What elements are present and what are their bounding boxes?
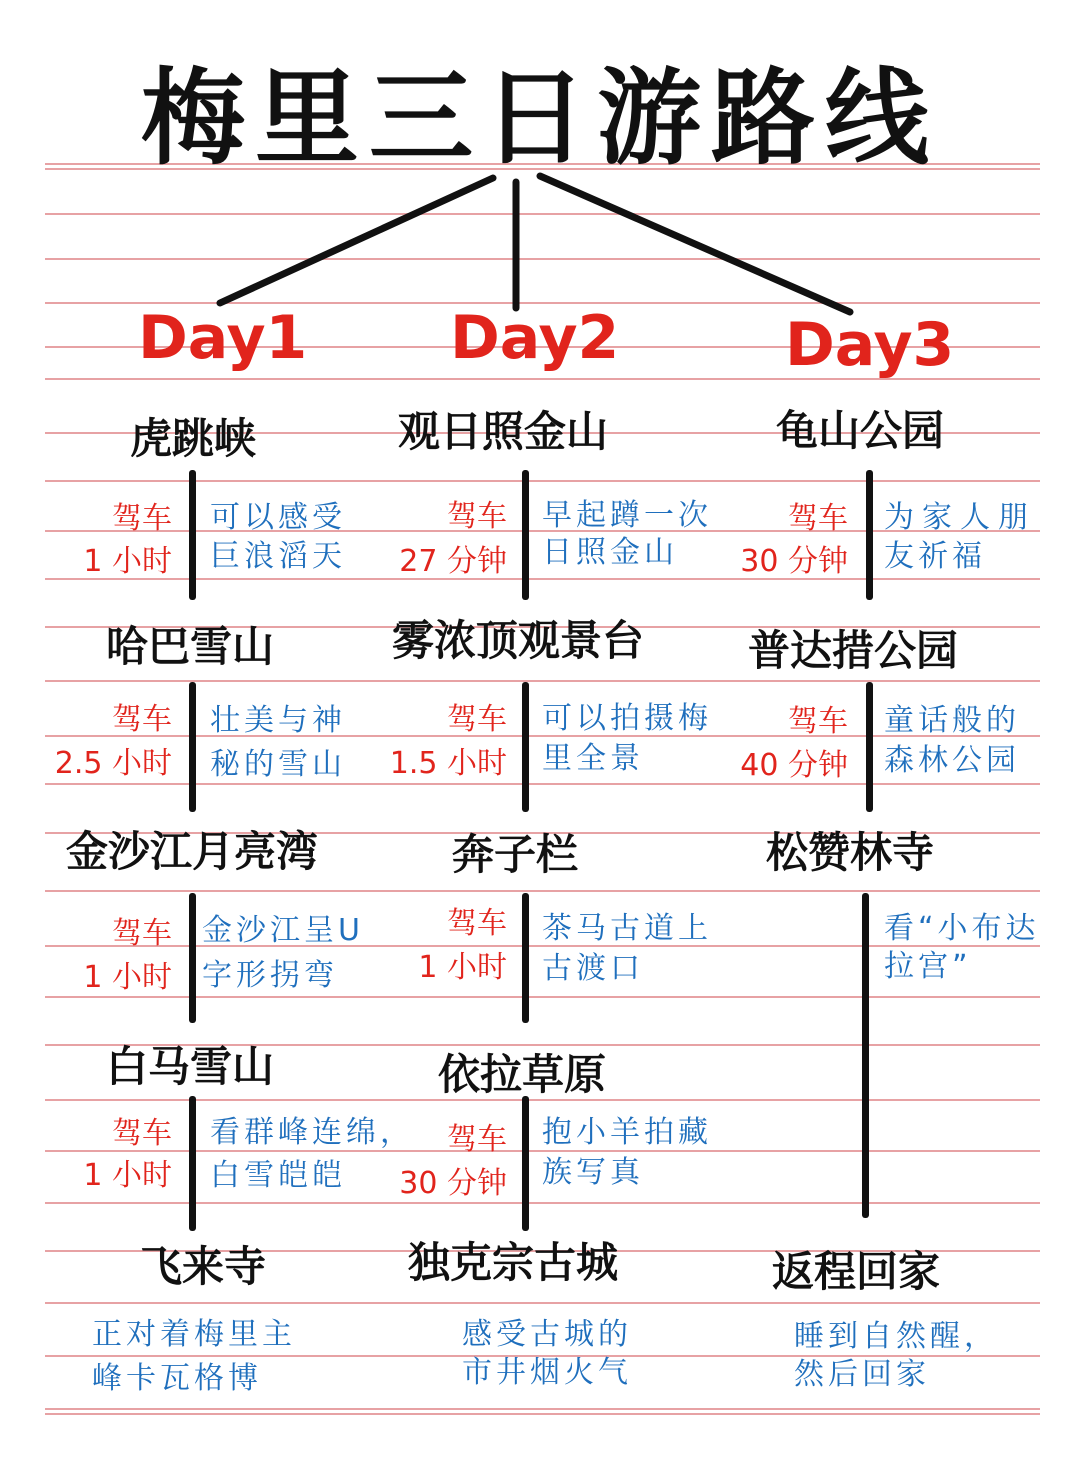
stop-description: 壮美与神: [210, 703, 346, 738]
drive-time: 1 小时: [83, 544, 172, 579]
stop-description: 里全景: [542, 741, 644, 776]
stop-description: 日照金山: [542, 535, 678, 570]
stop-description: 为家人朋: [884, 500, 1036, 535]
final-description: 市井烟火气: [462, 1355, 632, 1390]
stop-description: 秘的雪山: [210, 747, 346, 782]
timeline-line: [189, 470, 196, 600]
stop-description: 白雪皑皑: [210, 1158, 346, 1193]
final-description: 峰卡瓦格博: [92, 1361, 262, 1396]
timeline-line: [522, 1096, 529, 1231]
stop-name: 普达措公园: [748, 626, 959, 675]
stop-name: 观日照金山: [398, 407, 609, 456]
stop-description: 古渡口: [542, 951, 644, 986]
drive-time: 40 分钟: [740, 748, 848, 783]
drive-mode: 驾车: [788, 501, 848, 536]
ruled-line: [45, 890, 1040, 892]
stop-description: 童话般的: [884, 703, 1020, 738]
drive-time: 30 分钟: [740, 544, 848, 579]
drive-mode: 驾车: [447, 1122, 507, 1157]
drive-mode: 驾车: [112, 916, 172, 951]
timeline-line: [866, 470, 873, 600]
stop-name: 白马雪山: [106, 1042, 275, 1091]
stop-description: 友祈福: [884, 539, 986, 574]
drive-mode: 驾车: [447, 499, 507, 534]
stop-description: 可以感受: [210, 500, 346, 535]
stop-name: 松赞林寺: [766, 828, 935, 877]
drive-time: 1 小时: [418, 950, 507, 985]
drive-mode: 驾车: [788, 704, 848, 739]
final-description: 睡到自然醒，: [794, 1319, 998, 1354]
drive-time: 30 分钟: [399, 1166, 507, 1201]
branch-connector: [0, 0, 1080, 330]
stop-name: 奔子栏: [452, 830, 579, 879]
final-description: 正对着梅里主: [92, 1317, 296, 1352]
timeline-line: [189, 893, 196, 1023]
timeline-line: [862, 893, 869, 1218]
drive-time: 2.5 小时: [54, 746, 172, 781]
drive-mode: 驾车: [447, 906, 507, 941]
stop-description: 早起蹲一次: [542, 498, 712, 533]
drive-mode: 驾车: [112, 501, 172, 536]
stop-description: 抱小羊拍藏: [542, 1115, 712, 1150]
stop-description: 看群峰连绵，: [210, 1115, 414, 1150]
stop-description: 金沙江呈U: [202, 913, 364, 948]
stop-name: 金沙江月亮湾: [66, 827, 319, 876]
timeline-line: [522, 470, 529, 600]
stop-name: 龟山公园: [776, 406, 945, 455]
day-label: Day3: [785, 310, 955, 380]
day-label: Day1: [138, 303, 308, 373]
drive-mode: 驾车: [112, 702, 172, 737]
stop-description: 可以拍摄梅: [542, 701, 712, 736]
final-description: 然后回家: [794, 1357, 930, 1392]
drive-time: 27 分钟: [399, 544, 507, 579]
stop-description: 茶马古道上: [542, 911, 712, 946]
timeline-line: [866, 682, 873, 812]
timeline-line: [189, 682, 196, 812]
drive-time: 1.5 小时: [389, 746, 507, 781]
stop-description: 字形拐弯: [202, 958, 338, 993]
stop-description: 族写真: [542, 1155, 644, 1190]
timeline-line: [189, 1096, 196, 1231]
final-stop-name: 独克宗古城: [408, 1238, 619, 1287]
stop-name: 哈巴雪山: [106, 622, 275, 671]
stop-description: 巨浪滔天: [210, 539, 346, 574]
stop-name: 虎跳峡: [130, 414, 257, 463]
stop-name: 依拉草原: [438, 1050, 607, 1099]
stop-description: 拉宫”: [884, 949, 972, 984]
ruled-line: [45, 1408, 1040, 1410]
stop-description: 看“小布达: [884, 911, 1040, 946]
day-label: Day2: [450, 303, 620, 373]
timeline-line: [522, 682, 529, 812]
drive-mode: 驾车: [112, 1116, 172, 1151]
drive-mode: 驾车: [447, 702, 507, 737]
page-title: 梅里三日游路线: [140, 57, 939, 179]
final-description: 感受古城的: [462, 1317, 632, 1352]
drive-time: 1 小时: [83, 960, 172, 995]
drive-time: 1 小时: [83, 1158, 172, 1193]
ruled-line: [45, 1302, 1040, 1304]
stop-name: 雾浓顶观景台: [392, 616, 645, 665]
final-stop-name: 返程回家: [772, 1247, 941, 1296]
timeline-line: [522, 893, 529, 1023]
stop-description: 森林公园: [884, 743, 1020, 778]
final-stop-name: 飞来寺: [140, 1242, 267, 1291]
